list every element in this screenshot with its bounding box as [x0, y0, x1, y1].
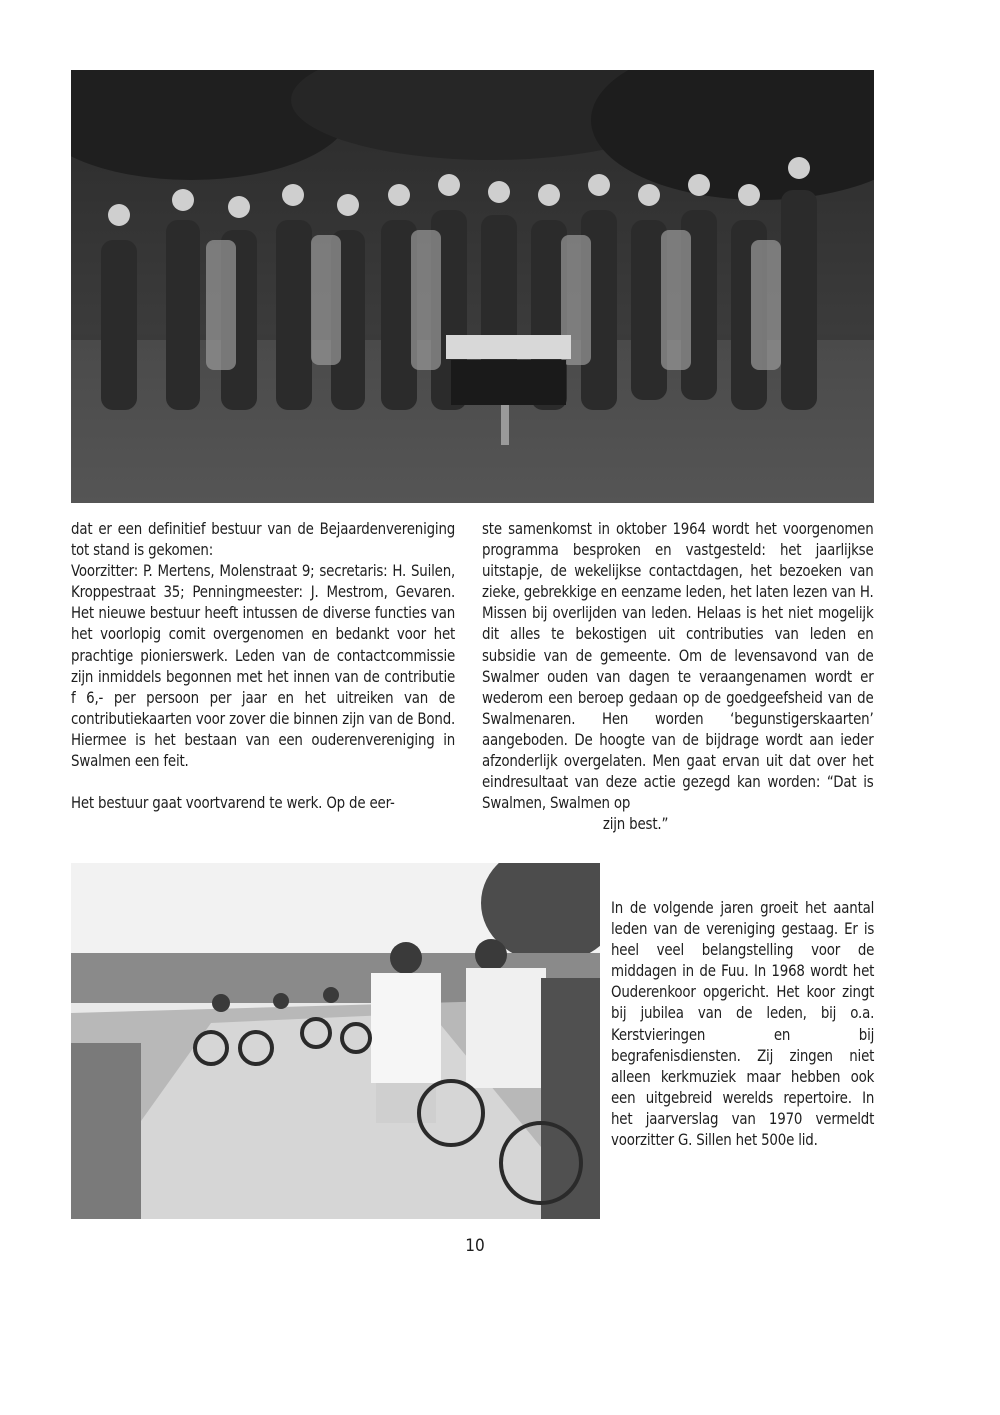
group-photo-image	[71, 70, 874, 503]
group-photo	[71, 70, 874, 503]
cyclists-photo	[71, 863, 600, 1219]
cyclists-photo-image	[71, 863, 600, 1219]
side-text-column	[611, 897, 874, 1150]
paragraph-tail: zijn best.”	[602, 814, 669, 834]
right-text-column	[482, 518, 874, 834]
paragraph: Voorzitter: P. Mertens, Molenstraat 9; secretaris: H. Suilen, Kroppestraat 35; Penningmeester: J. Mestrom, Gevaren. Het nieuwe bestuur heeft intussen de diverse functies van het voorlopig comit overgenomen en bedankt voor het prachtige pionierswerk. Leden van de contactcommissie zijn inmiddels begonnen met het innen van de contributie f 6,- per persoon per jaar en het uitreiken van de contributiekaarten voor zover die binnen zijn van de Bond. Hiermee is het bestaan van een ouderenvereniging in Swalmen een feit.	[71, 561, 456, 771]
page-number: 10	[465, 1236, 485, 1256]
paragraph: ste samenkomst in oktober 1964 wordt het voorgenomen programma besproken en vastgesteld: het jaarlijkse uitstapje, de wekelijkse contactdagen, het bezoeken van zieke, gebrekkige en eenzame leden, het laten lezen van H. Missen bij overlijden van leden. Helaas is het niet mogelijk dit alles te bekostigen uit contributies van leden en subsidie van de gemeente. Om de levensavond van de Swalmer ouden van dagen te veraangenamen wordt er wederom een beroep gedaan op de goedgeefsheid van de Swalmenaren. Hen worden ‘begunstigerskaarten’ aangeboden. De hoogte van de bijdrage wordt aan ieder afzonderlijk overgelaten. Men gaat ervan uit dat over het eindresultaat van deze actie gezegd kan worden: “Dat is Swalmen, Swalmen op	[482, 519, 874, 813]
paragraph: Het bestuur gaat voortvarend te werk. Op de eer-	[71, 793, 395, 813]
paragraph: In de volgende jaren groeit het aantal leden van de vereniging gestaag. Er is heel veel belangstelling voor de middagen in de Fuu. In 1968 wordt het Ouderenkoor opgericht. Het koor zingt bij jubilea van de leden, bij o.a. Kerstvieringen en bij begrafenisdiensten. Zij zingen niet alleen kerkmuziek maar hebben ook een uitgebreid werelds repertoire. In het jaarverslag van 1970 vermeldt voorzitter G. Sillen het 500e lid.	[611, 898, 875, 1150]
left-text-column	[71, 518, 455, 813]
paragraph: dat er een definitief bestuur van de Bejaardenvereniging tot stand is gekomen:	[71, 519, 456, 560]
